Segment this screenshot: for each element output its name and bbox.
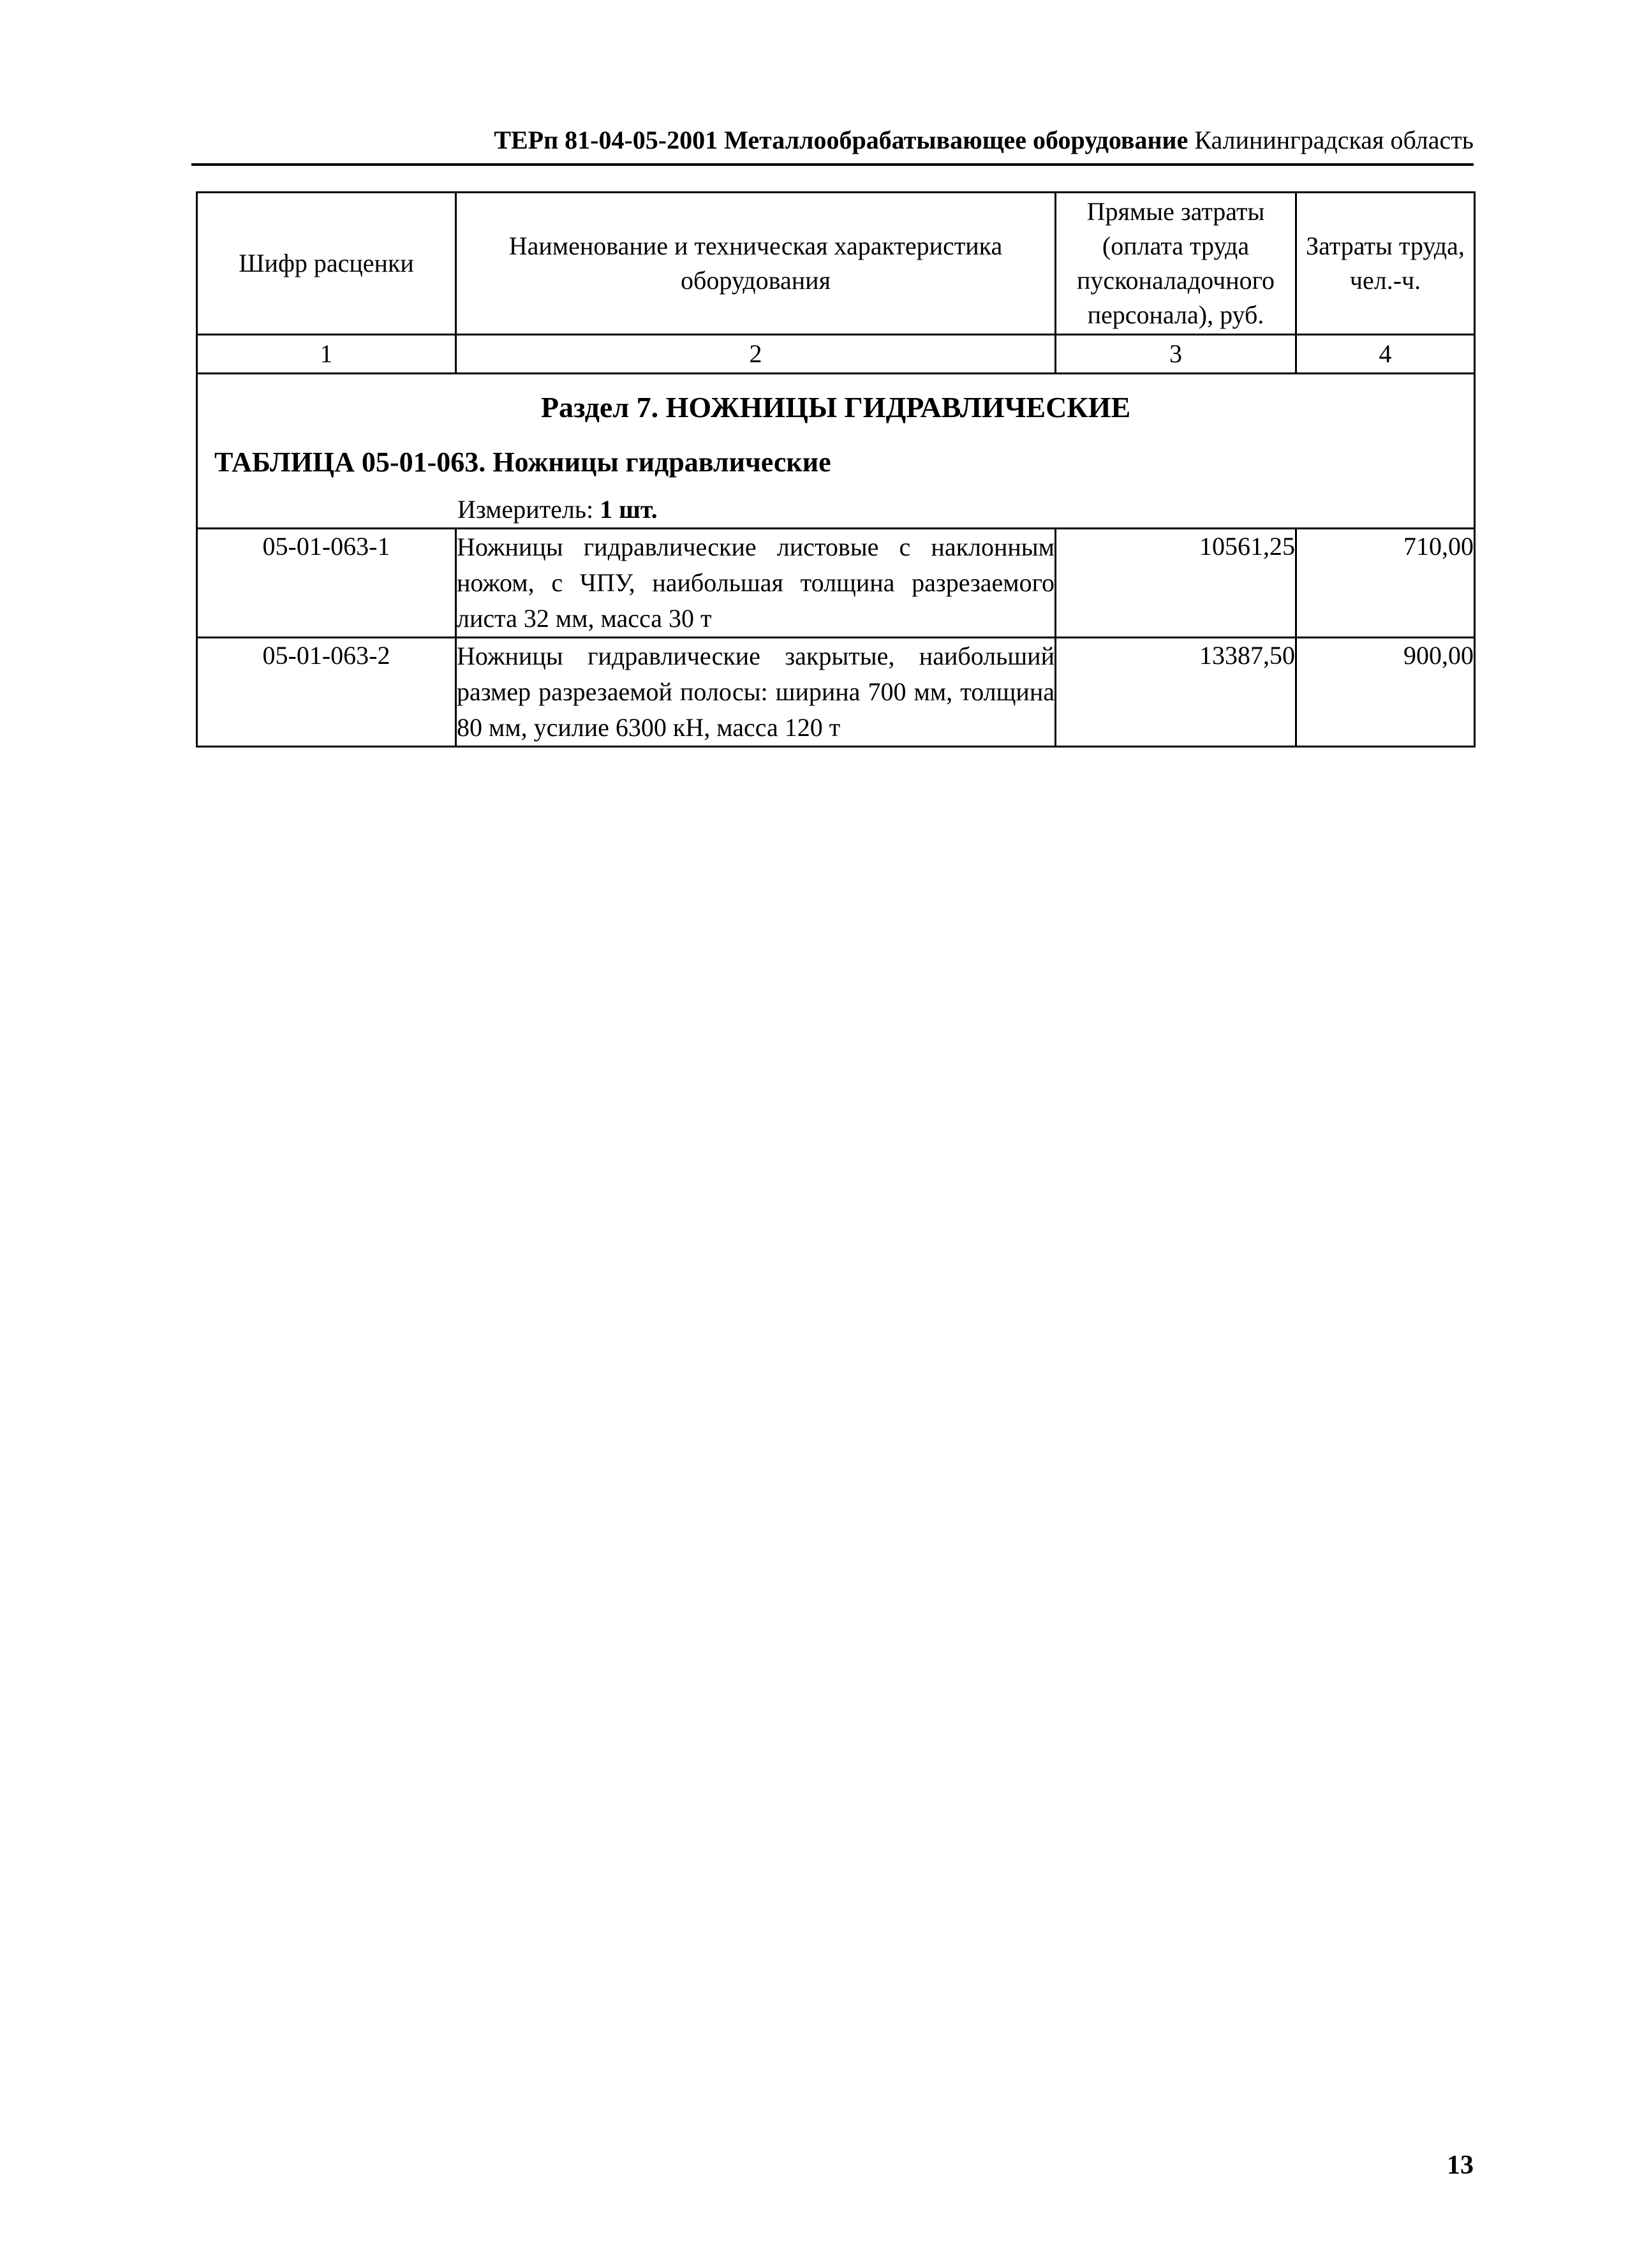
running-header [191, 125, 1474, 156]
column-number: 3 [1056, 335, 1296, 374]
rate-direct-costs: 13387,50 [1056, 638, 1296, 747]
table-header-row [197, 193, 1475, 335]
meter-label: Измеритель: [457, 495, 594, 524]
rate-labor: 900,00 [1296, 638, 1475, 747]
column-number-row [197, 335, 1475, 374]
table-row [197, 638, 1475, 747]
header-direct-costs: Прямые затраты (оплата труда пусконаладочного персонала), руб. [1056, 193, 1296, 335]
rate-direct-costs: 10561,25 [1056, 529, 1296, 638]
rate-code: 05-01-063-2 [197, 638, 456, 747]
section-title: Раздел 7. НОЖНИЦЫ ГИДРАВЛИЧЕСКИЕ [540, 391, 1131, 423]
table-row [197, 529, 1475, 638]
column-number: 1 [197, 335, 456, 374]
meter-line [457, 492, 1474, 527]
header-labor: Затраты труда, чел.-ч. [1296, 193, 1475, 335]
section-cell [197, 374, 1475, 529]
table-title: ТАБЛИЦА 05-01-063. Ножницы гидравлические [214, 446, 831, 478]
column-number: 4 [1296, 335, 1475, 374]
region-name: Калининградская область [1194, 126, 1474, 154]
header-code: Шифр расценки [197, 193, 456, 335]
document-code: ТЕРп 81-04-05-2001 Металлообрабатывающее оборудование [494, 126, 1188, 154]
column-number: 2 [456, 335, 1056, 374]
header-divider [191, 163, 1474, 166]
meter-value: 1 шт. [600, 495, 658, 524]
rate-labor: 710,00 [1296, 529, 1475, 638]
header-name: Наименование и техническая характеристика оборудования [456, 193, 1056, 335]
rates-table [196, 191, 1476, 747]
rate-code: 05-01-063-1 [197, 529, 456, 638]
page-number: 13 [1447, 2151, 1474, 2180]
rate-description: Ножницы гидравлические закрытые, наибольший размер разрезаемой полосы: ширина 700 мм, толщина 80 мм, усилие 6300 кН, масса 120 т [456, 638, 1056, 747]
rate-description: Ножницы гидравлические листовые с наклонным ножом, с ЧПУ, наибольшая толщина разрезаемого листа 32 мм, масса 30 т [456, 529, 1056, 638]
section-row [197, 374, 1475, 529]
